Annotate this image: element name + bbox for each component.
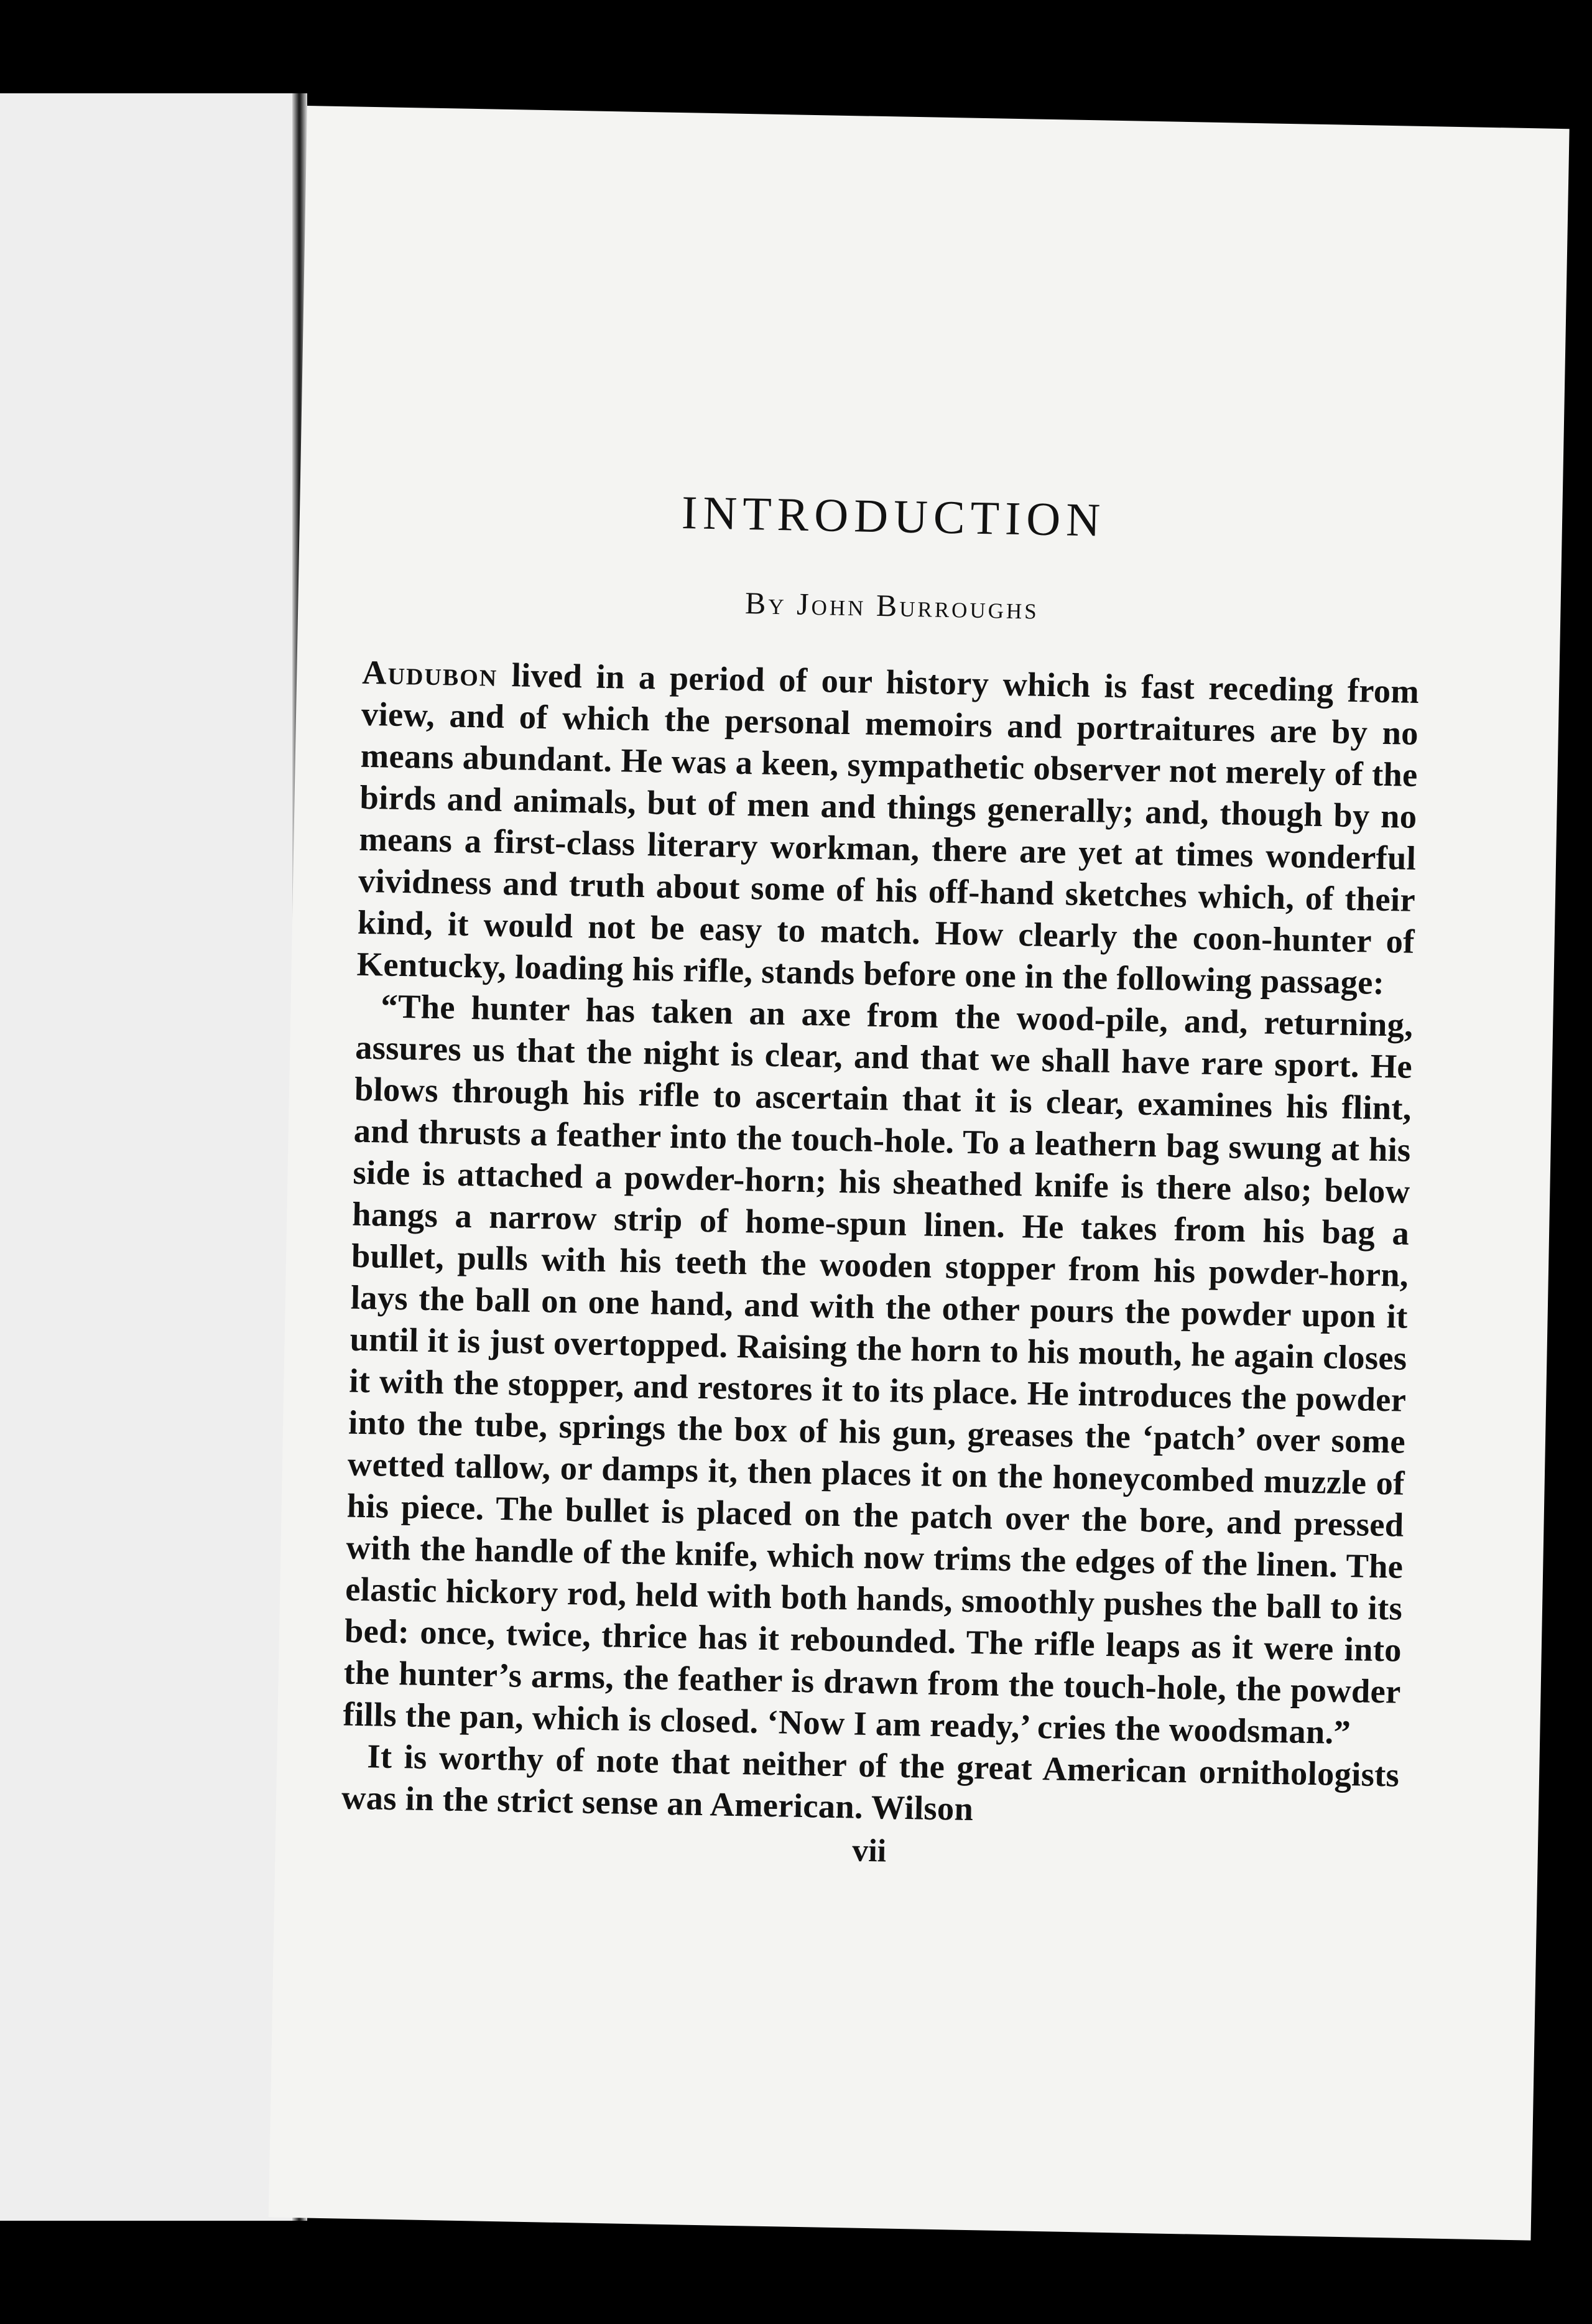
quoted-passage: “The hunter has taken an axe from the wood-pile, and, returning, assures us that the night is clear, and that we shall have rare sport. He blows through his rifle to ascertain that it is clear, examines his flint, and thrusts a feather into the touch-hole. To a leathern bag swung at his side is attached a powder-horn; his sheathed knife is there also; below hangs a narrow strip of home-spun linen. He takes from his bag a bullet, pulls with his teeth the wooden stopper from his powder-horn, lays the ball on one hand, and with the other pours the powder upon it until it is just overtopped. Raising the horn to his mouth, he again closes it with the stopper, and restores it to its place. He introduces the powder into the tube, springs the box of his gun, greases the ‘patch’ over some wetted tallow, or damps it, then places it on the honeycombed muzzle of his piece. The bullet is placed on the patch over the bore, and pressed with the handle of the knife, which now trims the edges of the linen. The elastic hickory rod, held with both hands, smoothly pushes the ball to its bed: once, twice, thrice has it rebounded. The rifle leaps as it were into the hunter’s arms, the feather is drawn from the touch-hole, the powder fills the pan, which is closed. ‘Now I am ready,’ cries the woodsman.” bbox=[343, 987, 1414, 1752]
paragraph-1 bbox=[356, 651, 1420, 1004]
page-content bbox=[340, 480, 1422, 1879]
book-page bbox=[269, 106, 1570, 2241]
author-byline: By John Burroughs bbox=[744, 585, 1040, 626]
paragraph-3: It is worthy of note that neither of the great American ornithologists was in the strict sense an American. Wilson bbox=[341, 1737, 1400, 1828]
paragraph-1-text: lived in a period of our history which is fast receding from view, and of which the personal memoirs and portraitures are by no means abundant. He was a keen, sympathetic observer not merely of the birds and animals, but of men and things generally; and, though by no means a first-class literary workman, there are yet at times wonderful vividness and truth about some of his off-hand sketches which, of their kind, it would not be easy to match. How clearly the coon-hunter of Kentucky, loading his rifle, stands before one in the following passage: bbox=[356, 655, 1420, 1002]
facing-page bbox=[0, 93, 292, 2221]
opening-word: Audubon bbox=[361, 653, 498, 694]
page-number: vii bbox=[851, 1833, 887, 1869]
chapter-heading: INTRODUCTION bbox=[681, 486, 1106, 547]
